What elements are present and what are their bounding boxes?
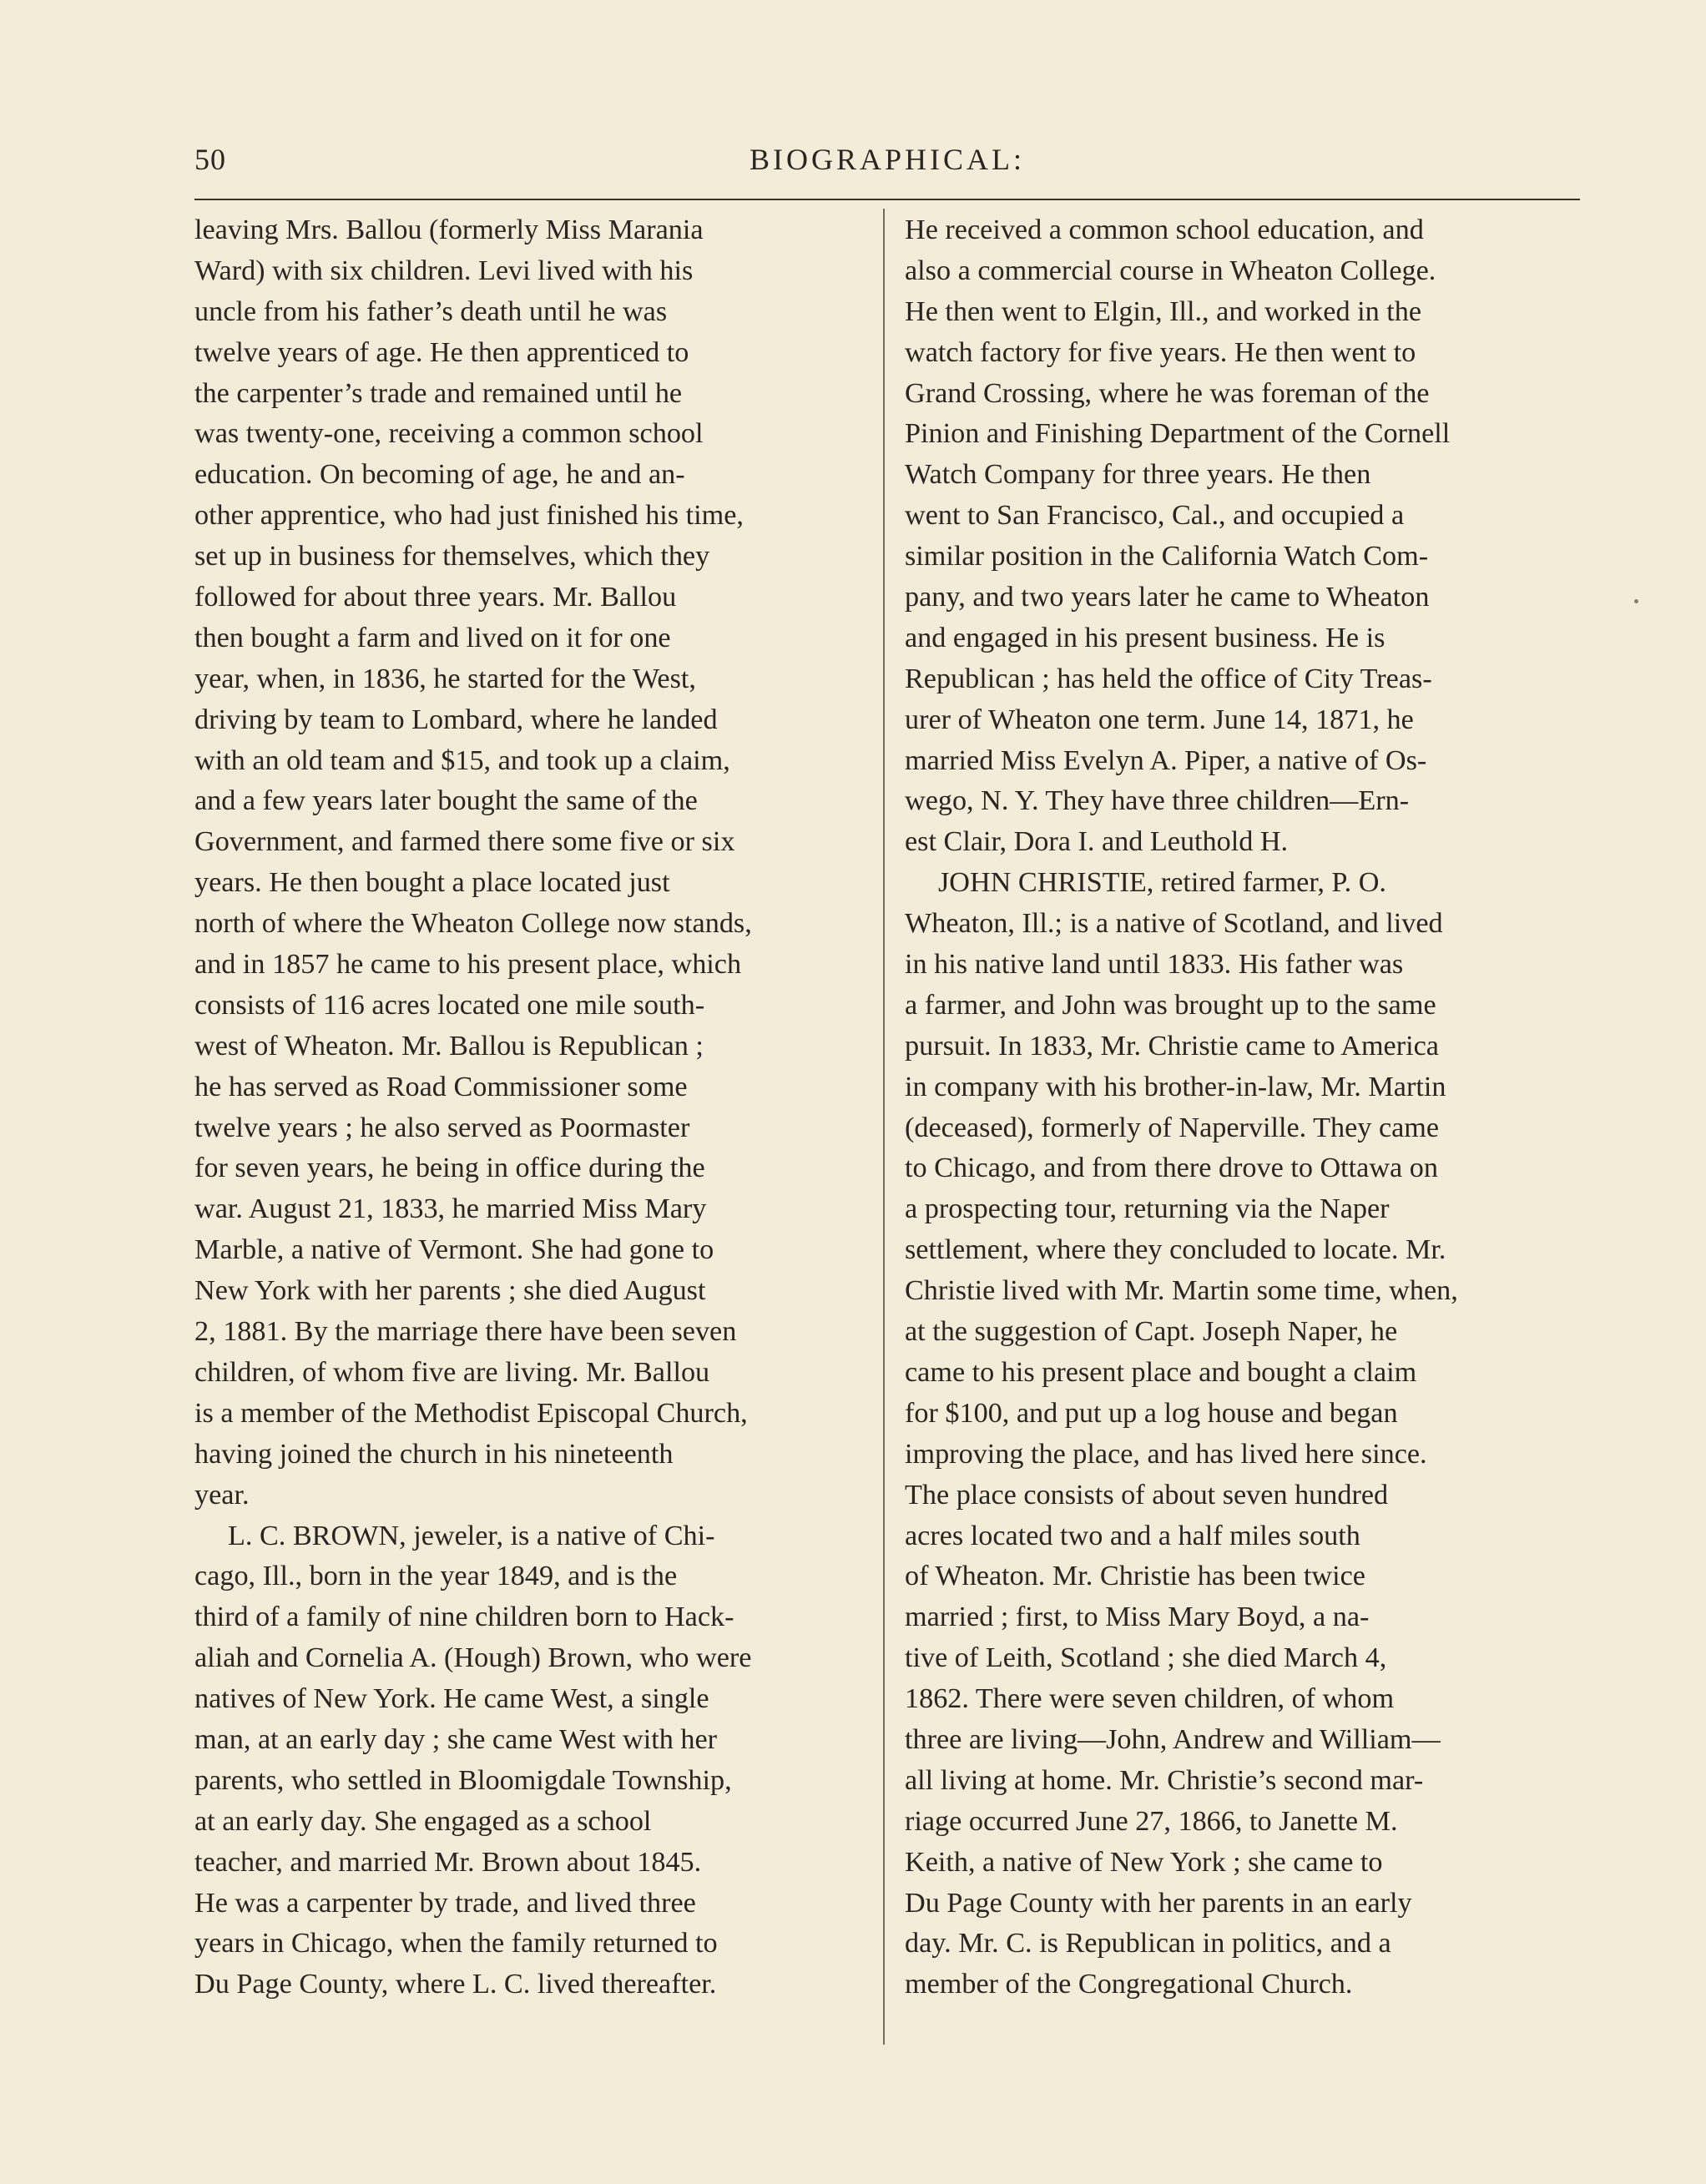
text-line: the carpenter’s trade and remained until he <box>194 377 683 409</box>
text-line: driving by team to Lombard, where he landed <box>194 704 718 735</box>
text-line: (deceased), formerly of Naperville. They came <box>905 1112 1440 1143</box>
text-line: a prospecting tour, returning via the Naper <box>905 1193 1390 1225</box>
text-line: then bought a farm and lived on it for one <box>194 622 671 653</box>
text-line: JOHN CHRISTIE, retired farmer, P. O. <box>938 867 1386 899</box>
text-line: children, of whom five are living. Mr. Ballou <box>194 1356 710 1388</box>
text-line: war. August 21, 1833, he married Miss Mary <box>194 1193 707 1225</box>
text-line: tive of Leith, Scotland ; she died March 4, <box>905 1642 1387 1674</box>
text-line: a farmer, and John was brought up to the same <box>905 989 1436 1021</box>
running-head: BIOGRAPHICAL: <box>749 143 1025 176</box>
text-line: natives of New York. He came West, a single <box>194 1683 709 1715</box>
text-line: Wheaton, Ill.; is a native of Scotland, and lived <box>905 908 1443 940</box>
text-line: at the suggestion of Capt. Joseph Naper, he <box>905 1316 1398 1348</box>
text-line: in his native land until 1833. His father was <box>905 949 1404 981</box>
text-line: Grand Crossing, where he was foreman of the <box>905 377 1430 409</box>
text-line: pany, and two years later he came to Wheaton <box>905 582 1430 613</box>
text-line: Pinion and Finishing Department of the Cornell <box>905 418 1451 450</box>
text-line: in company with his brother-in-law, Mr. Martin <box>905 1071 1446 1102</box>
text-line: twelve years of age. He then apprenticed to <box>194 336 689 368</box>
text-line: consists of 116 acres located one mile south- <box>194 989 705 1021</box>
text-line: riage occurred June 27, 1866, to Janette M. <box>905 1805 1398 1837</box>
text-line: and engaged in his present business. He is <box>905 622 1385 653</box>
text-line: He was a carpenter by trade, and lived three <box>194 1887 696 1919</box>
text-line: all living at home. Mr. Christie’s second mar- <box>905 1764 1424 1796</box>
text-line: came to his present place and bought a claim <box>905 1356 1417 1388</box>
text-line: New York with her parents ; she died August <box>194 1275 706 1307</box>
text-line: also a commercial course in Wheaton College. <box>905 255 1436 286</box>
text-line: third of a family of nine children born to Hack- <box>194 1601 734 1633</box>
text-line: west of Wheaton. Mr. Ballou is Republican ; <box>194 1030 704 1062</box>
text-line: went to San Francisco, Cal., and occupied a <box>905 500 1405 532</box>
text-line: 1862. There were seven children, of whom <box>905 1683 1395 1715</box>
header-rule <box>194 199 1580 200</box>
text-line: having joined the church in his nineteenth <box>194 1438 674 1470</box>
print-speck <box>1634 599 1638 603</box>
text-line: with an old team and $15, and took up a claim, <box>194 744 730 776</box>
text-line: day. Mr. C. is Republican in politics, and a <box>905 1928 1391 1960</box>
text-line: similar position in the California Watch Com- <box>905 541 1429 572</box>
text-line: pursuit. In 1833, Mr. Christie came to America <box>905 1030 1439 1062</box>
text-line: and a few years later bought the same of the <box>194 785 698 817</box>
text-line: at an early day. She engaged as a school <box>194 1805 652 1837</box>
page-number: 50 <box>194 143 226 176</box>
text-line: est Clair, Dora I. and Leuthold H. <box>905 826 1289 858</box>
right-column <box>905 210 1572 2005</box>
text-line: He then went to Elgin, Ill., and worked in the <box>905 295 1422 327</box>
text-line: Keith, a native of New York ; she came to <box>905 1846 1383 1878</box>
text-line: he has served as Road Commissioner some <box>194 1071 688 1102</box>
text-line: He received a common school education, and <box>905 214 1424 245</box>
text-line: L. C. BROWN, jeweler, is a native of Chi- <box>228 1520 715 1551</box>
text-line: Du Page County with her parents in an early <box>905 1887 1412 1919</box>
text-line: married Miss Evelyn A. Piper, a native of Os- <box>905 744 1427 776</box>
text-line: years. He then bought a place located just <box>194 867 670 899</box>
text-line: uncle from his father’s death until he was <box>194 295 668 327</box>
text-line: cago, Ill., born in the year 1849, and is the <box>194 1561 678 1592</box>
page-header <box>194 142 1580 184</box>
text-line: improving the place, and has lived here since. <box>905 1438 1427 1470</box>
text-line: for seven years, he being in office during the <box>194 1153 705 1184</box>
text-line: of Wheaton. Mr. Christie has been twice <box>905 1561 1365 1592</box>
text-line: north of where the Wheaton College now stands, <box>194 908 752 940</box>
text-line: 2, 1881. By the marriage there have been seven <box>194 1316 737 1348</box>
text-line: Du Page County, where L. C. lived thereafter. <box>194 1969 717 2000</box>
text-line: parents, who settled in Bloomigdale Township, <box>194 1764 732 1796</box>
text-line: married ; first, to Miss Mary Boyd, a na- <box>905 1601 1370 1633</box>
text-line: aliah and Cornelia A. (Hough) Brown, who were <box>194 1642 752 1674</box>
text-line: years in Chicago, when the family returned to <box>194 1928 718 1960</box>
text-line: education. On becoming of age, he and an- <box>194 459 685 491</box>
text-line: acres located two and a half miles south <box>905 1520 1360 1551</box>
text-line: three are living—John, Andrew and William— <box>905 1723 1441 1755</box>
text-line: settlement, where they concluded to locate. Mr. <box>905 1234 1446 1266</box>
text-line: Marble, a native of Vermont. She had gone to <box>194 1234 714 1266</box>
text-line: urer of Wheaton one term. June 14, 1871, he <box>905 704 1414 735</box>
text-line: and in 1857 he came to his present place, which <box>194 949 742 981</box>
text-line: other apprentice, who had just finished his time, <box>194 500 744 532</box>
text-line: Government, and farmed there some five or six <box>194 826 735 858</box>
text-line: for $100, and put up a log house and began <box>905 1397 1398 1429</box>
text-line: Christie lived with Mr. Martin some time, when, <box>905 1275 1458 1307</box>
text-line: followed for about three years. Mr. Ballou <box>194 582 677 613</box>
text-line: watch factory for five years. He then went to <box>905 336 1416 368</box>
text-line: teacher, and married Mr. Brown about 1845. <box>194 1846 702 1878</box>
text-line: man, at an early day ; she came West with her <box>194 1723 718 1755</box>
text-line: Ward) with six children. Levi lived with his <box>194 255 694 286</box>
text-line: year. <box>194 1479 250 1511</box>
text-line: is a member of the Methodist Episcopal Church, <box>194 1397 748 1429</box>
text-line: to Chicago, and from there drove to Ottawa on <box>905 1153 1438 1184</box>
text-line: member of the Congregational Church. <box>905 1969 1353 2000</box>
column-divider <box>883 209 885 2045</box>
text-line: twelve years ; he also served as Poormaster <box>194 1112 690 1143</box>
text-line: set up in business for themselves, which they <box>194 541 710 572</box>
text-line: Republican ; has held the office of City Treas- <box>905 663 1432 694</box>
text-line: wego, N. Y. They have three children—Ern- <box>905 785 1410 817</box>
text-line: was twenty-one, receiving a common school <box>194 418 704 450</box>
left-column <box>194 210 861 2005</box>
text-line: year, when, in 1836, he started for the West, <box>194 663 696 694</box>
text-line: leaving Mrs. Ballou (formerly Miss Marania <box>194 214 704 245</box>
text-line: The place consists of about seven hundred <box>905 1479 1389 1511</box>
text-line: Watch Company for three years. He then <box>905 459 1371 491</box>
